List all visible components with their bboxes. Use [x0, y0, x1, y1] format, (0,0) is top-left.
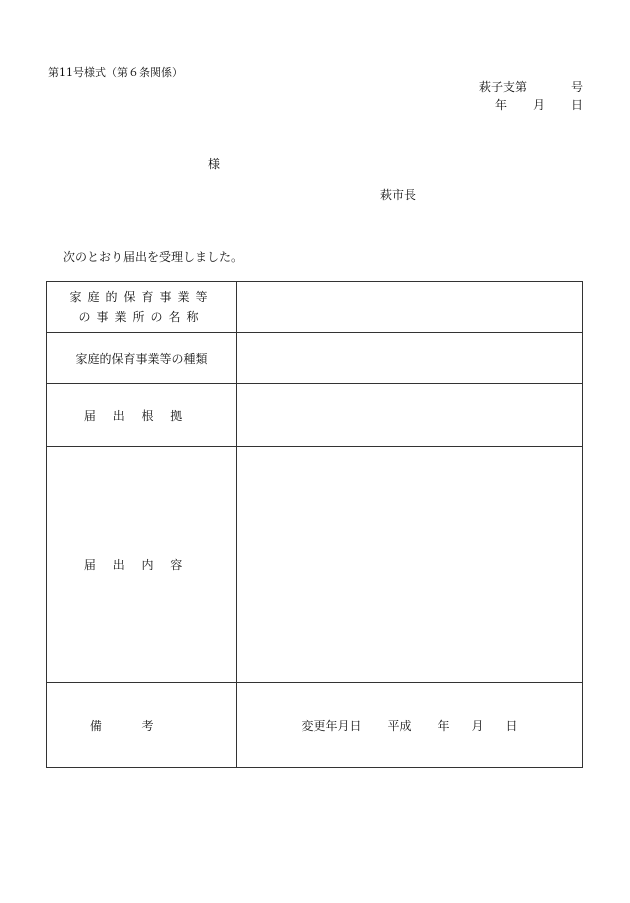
- document-number-prefix: 萩子支第: [478, 80, 527, 94]
- era-label: 平成: [387, 718, 412, 733]
- notification-content-label: 届出内容: [47, 447, 237, 683]
- row-notification-content: [47, 447, 583, 683]
- issue-date-day: 日: [570, 98, 583, 112]
- facility-name-label: [47, 282, 237, 333]
- notification-content-value: [237, 447, 583, 683]
- notification-basis-label: 届出根拠: [47, 384, 237, 447]
- acceptance-statement: 次のとおり届出を受理しました。: [63, 250, 244, 264]
- row-notification-basis: [47, 384, 583, 447]
- change-year-label: 年: [437, 718, 450, 733]
- facility-name-label-line1: 家庭的保育事業等: [69, 290, 214, 304]
- row-business-type: [47, 333, 583, 384]
- issue-date: [495, 96, 583, 113]
- change-date-label: 変更年月日: [301, 718, 362, 733]
- notification-basis-value: [237, 384, 583, 447]
- addressee: 様: [208, 157, 221, 171]
- document-number-suffix: 号: [570, 80, 583, 94]
- row-remarks: [47, 683, 583, 768]
- facility-name-value: [237, 282, 583, 333]
- document-number: [479, 78, 583, 95]
- form-number: 第11号様式（第６条関係）: [48, 66, 183, 79]
- business-type-label: 家庭的保育事業等の種類: [47, 333, 237, 384]
- notification-form-table: [46, 281, 583, 768]
- business-type-value: [237, 333, 583, 384]
- change-day-label: 日: [505, 718, 518, 733]
- remarks-label: 備考: [47, 683, 237, 768]
- issue-date-year: 年: [494, 98, 507, 112]
- change-month-label: 月: [471, 718, 484, 733]
- issuer: 萩市長: [380, 188, 417, 202]
- facility-name-label-line2: の事業所の名称: [78, 310, 205, 324]
- row-facility-name: [47, 282, 583, 333]
- remarks-value: [237, 683, 583, 768]
- issue-date-month: 月: [532, 98, 545, 112]
